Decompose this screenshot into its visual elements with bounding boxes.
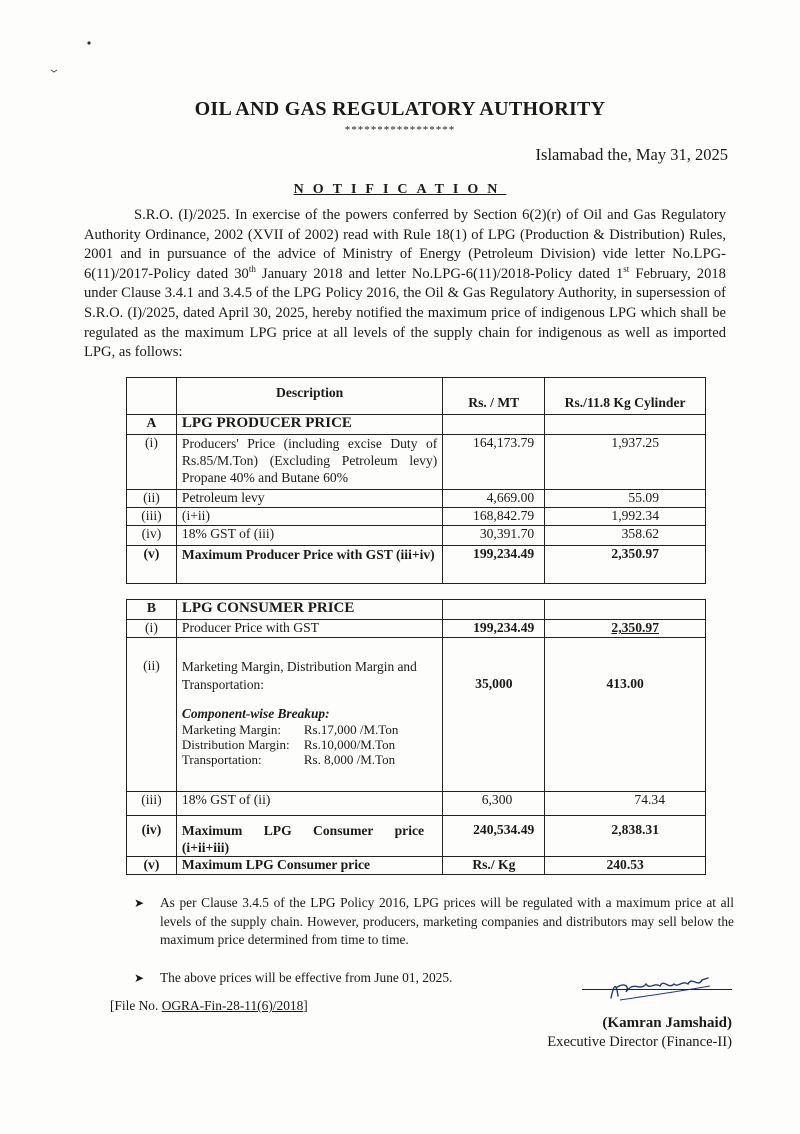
breakup-value: Rs. 8,000 /M.Ton	[303, 752, 396, 767]
row-description: 18% GST of (ii)	[176, 792, 443, 816]
signature-line	[582, 989, 732, 990]
row-description: Producer Price with GST	[176, 620, 443, 638]
row-rs-cylinder: 2,350.97	[545, 620, 706, 638]
breakup-item	[182, 752, 398, 767]
row-rs-mt: 6,300	[443, 792, 545, 816]
table-row	[127, 620, 706, 638]
arrow-bullet-icon: ➤	[134, 896, 145, 910]
notification-heading: NOTIFICATION	[293, 182, 507, 197]
section-a-id: A	[127, 415, 177, 435]
authority-title: OIL AND GAS REGULATORY AUTHORITY	[194, 98, 606, 120]
arrow-bullet-icon: ➤	[134, 970, 145, 985]
table-row-margin	[127, 638, 706, 792]
row-rs-mt: 35,000	[443, 638, 545, 792]
signatory-name: (Kamran Jamshaid)	[602, 1015, 732, 1031]
row-description: Maximum Producer Price with GST (iii+iv)	[176, 546, 442, 584]
header-rs-cylinder: Rs./11.8 Kg Cylinder	[545, 378, 706, 415]
table-row	[127, 792, 706, 816]
section-a-row	[127, 415, 706, 435]
body-text-3: February, 2018 under Clause 3.4.1 and 3.4.5 of the LPG Policy 2016, the Oil & Gas Regulatory Authority, in supersession of S.R.O. (I)/2025, dated April 30, 2025, hereby notified the maximum price of indigenous LPG which shall be regulated as the maximum LPG price at all levels of the supply chain for indigenous as well as imported LPG, as follows:	[84, 265, 726, 361]
row-description: 18% GST of (iii)	[176, 526, 442, 546]
bullet-text: As per Clause 3.4.5 of the LPG Policy 2016, LPG prices will be regulated with a maximum price at all levels of the supply chain. However, producers, marketing companies and distributors may sell below the maximum price determined from time to time.	[160, 895, 734, 947]
ink-dot	[86, 40, 92, 46]
row-rs-cylinder: 240.53	[545, 857, 706, 875]
margin-cell	[176, 638, 443, 792]
row-rs-cylinder: 74.34	[545, 792, 706, 816]
row-rs-cylinder: 1,992.34	[545, 508, 706, 526]
producer-price-table	[126, 377, 706, 584]
row-rs-mt: 240,534.49	[443, 816, 545, 857]
consumer-price-table	[126, 599, 706, 875]
table-row	[127, 508, 706, 526]
table-row-final	[127, 857, 706, 875]
section-b-row	[127, 600, 706, 620]
row-rs-cylinder: 55.09	[545, 490, 706, 508]
dateline: Islamabad the, May 31, 2025	[535, 145, 728, 164]
row-rs-mt: 164,173.79	[443, 435, 545, 490]
row-rs-cylinder: 1,937.25	[545, 435, 706, 490]
table-header-row	[127, 378, 706, 415]
row-rs-cylinder: 2,838.31	[545, 816, 706, 857]
row-id: (ii)	[127, 638, 177, 792]
breakup-list	[182, 722, 398, 767]
body-text-2: January 2018 and letter No.LPG-6(11)/2018-Policy dated 1	[255, 265, 624, 282]
table-row	[127, 526, 706, 546]
row-description: (i+ii)	[176, 508, 442, 526]
row-rs-mt: 4,669.00	[443, 490, 545, 508]
row-description: Maximum LPG Consumer price	[176, 857, 443, 875]
bullet-text: The above prices will be effective from June 01, 2025.	[160, 969, 453, 985]
row-id: (ii)	[127, 490, 177, 508]
row-id: (i)	[127, 620, 177, 638]
breakup-label: Marketing Margin:	[181, 722, 281, 737]
row-description: Producers' Price (including excise Duty of Rs.85/M.Ton) (Excluding Petroleum levy) Propane 40% and Butane 60%	[176, 435, 442, 490]
breakup-item	[182, 722, 398, 737]
row-id: (iv)	[127, 816, 177, 857]
file-suffix: ]	[303, 998, 308, 1013]
row-description: Maximum LPG Consumer price (i+ii+iii)	[176, 816, 443, 857]
breakup-heading: Component-wise Breakup:	[181, 706, 330, 721]
section-b-title: LPG CONSUMER PRICE	[176, 600, 443, 620]
row-rs-cylinder: 358.62	[545, 526, 706, 546]
row-id: (iii)	[127, 792, 177, 816]
row-id: (iii)	[127, 508, 177, 526]
table-row	[127, 435, 706, 490]
section-b-id: B	[127, 600, 177, 620]
breakup-value: Rs.17,000 /M.Ton	[303, 722, 399, 737]
row-id: (v)	[127, 546, 177, 584]
table-row-total	[127, 546, 706, 584]
header-description: Description	[176, 378, 442, 415]
row-id: (iv)	[127, 526, 177, 546]
file-prefix: [File No.	[110, 998, 162, 1013]
title-stars: *****************	[344, 124, 456, 136]
header-rs-mt: Rs. / MT	[443, 378, 545, 415]
file-reference	[110, 998, 308, 1014]
breakup-item	[182, 737, 398, 752]
row-rs-mt: 30,391.70	[443, 526, 545, 546]
margin-description: Marketing Margin, Distribution Margin and Transportation:	[181, 659, 417, 692]
row-id: (i)	[127, 435, 177, 490]
row-rs-mt: 199,234.49	[443, 620, 545, 638]
row-description: Petroleum levy	[176, 490, 442, 508]
breakup-label: Distribution Margin:	[181, 737, 290, 752]
ink-tick	[50, 68, 58, 74]
row-rs-cylinder: 413.00	[545, 638, 706, 792]
row-rs-mt: 168,842.79	[443, 508, 545, 526]
body-sup-2: st	[623, 263, 630, 274]
row-rs-cylinder: 2,350.97	[545, 546, 706, 584]
table-row	[127, 490, 706, 508]
bullet-item	[134, 894, 734, 950]
breakup-title: Component-wise Breakup	[181, 706, 326, 721]
body-text-1: S.R.O. (I)/2025. In exercise of the powers conferred by Section 6(2)(r) of Oil and Gas Regulatory Authority Ordinance, 2002 (XVII of 2002) read with Rule 18(1) of LPG (Production & Distribution) Rules, 2001 and in pursuance of the advice of Ministry of Energy (Petroleum Division) vide letter No.LPG-6(11)/2017-Policy dated 30	[84, 207, 726, 282]
row-rs-mt: 199,234.49	[443, 546, 545, 584]
body-sup-1: th	[248, 263, 256, 274]
header-blank	[127, 378, 177, 415]
row-rs-mt: Rs./ Kg	[443, 857, 545, 875]
notification-body	[84, 206, 726, 363]
file-number: OGRA-Fin-28-11(6)/2018	[161, 998, 304, 1013]
breakup-label: Transportation:	[181, 752, 262, 767]
section-a-title: LPG PRODUCER PRICE	[176, 415, 442, 435]
signatory-designation: Executive Director (Finance-II)	[547, 1034, 732, 1050]
row-id: (v)	[127, 857, 177, 875]
breakup-value: Rs.10,000/M.Ton	[303, 737, 396, 752]
table-row-total	[127, 816, 706, 857]
